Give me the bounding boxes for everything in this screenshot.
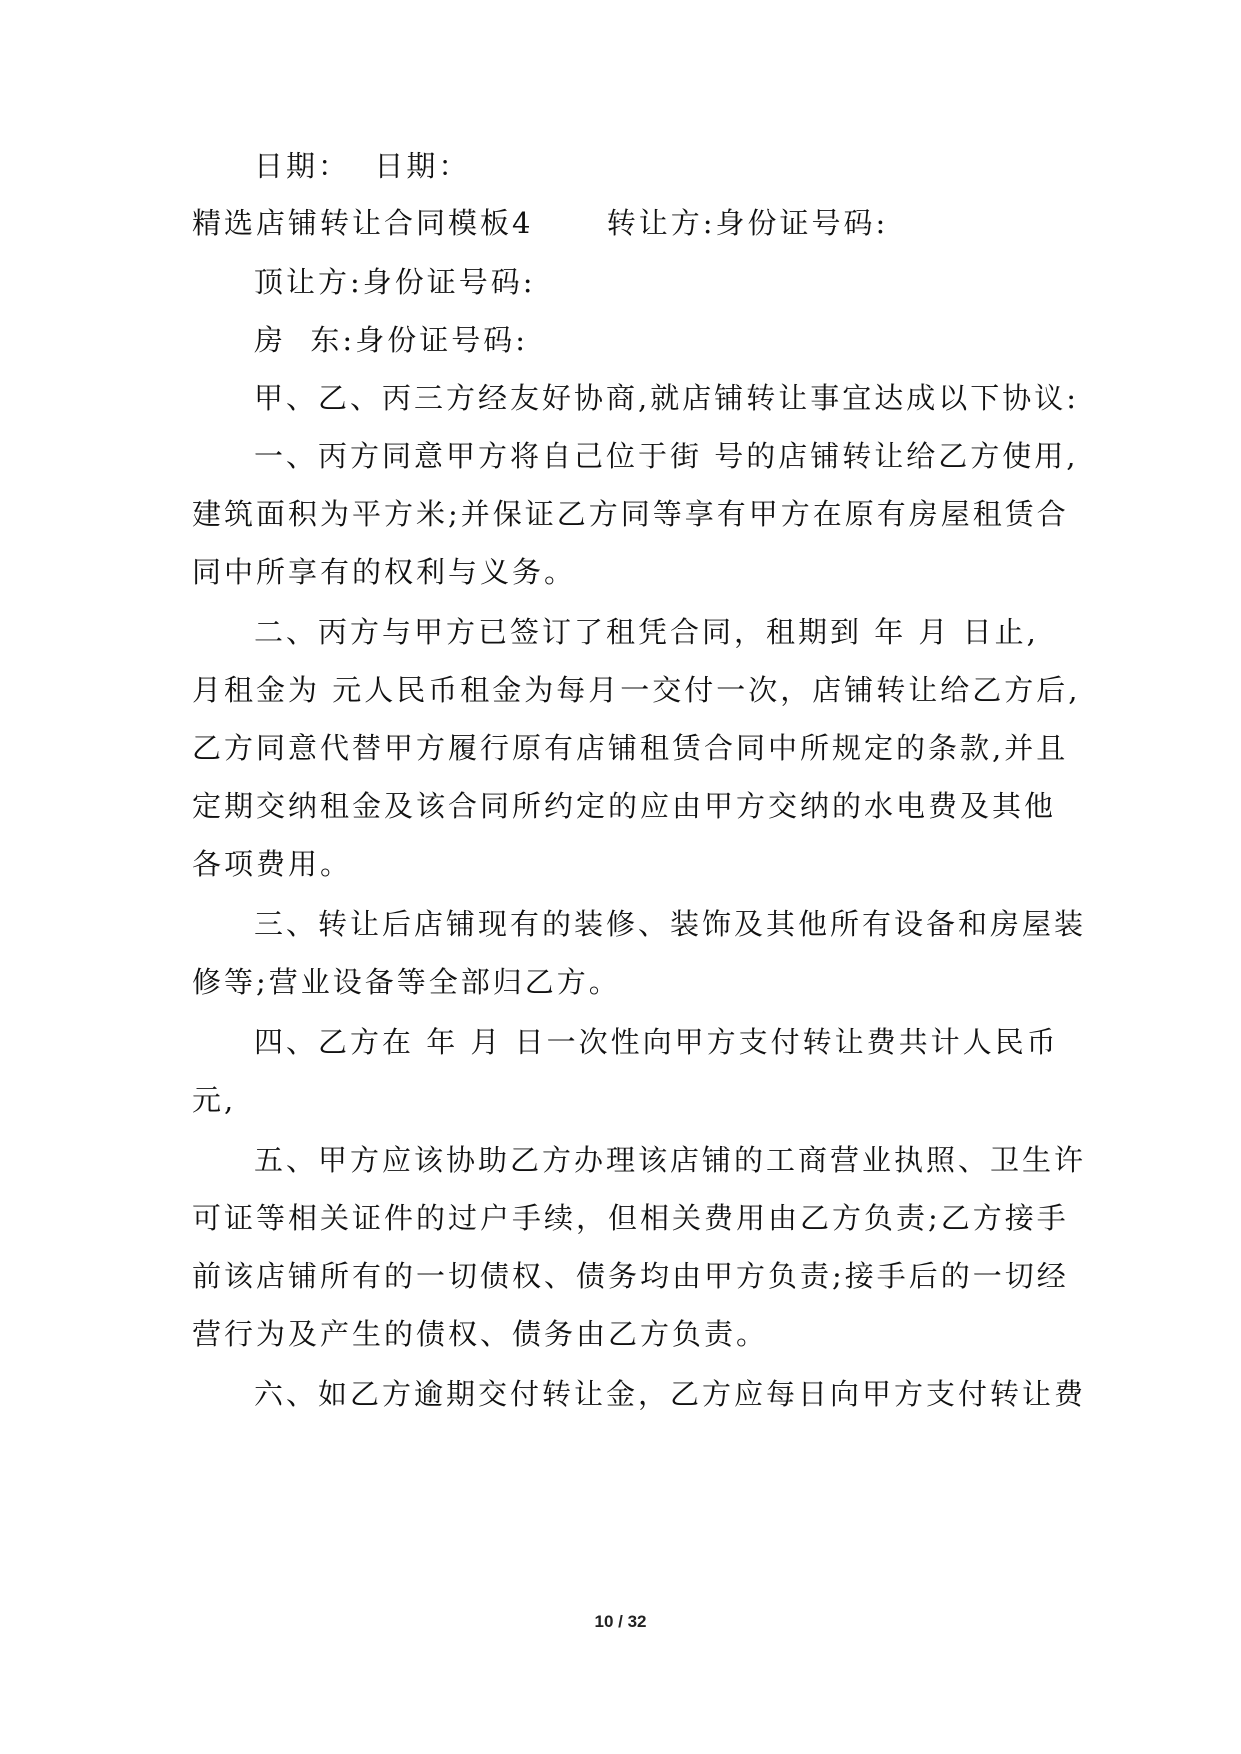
text-line-landlord: 房 东:身份证号码: xyxy=(254,323,528,357)
clause-2-line-1: 二、丙方与甲方已签订了租凭合同，租期到 年 月 日止, xyxy=(254,615,1039,649)
clause-2-line-4: 定期交纳租金及该合同所约定的应由甲方交纳的水电费及其他 xyxy=(192,789,1057,823)
clause-3-line-2: 修等;营业设备等全部归乙方。 xyxy=(192,965,621,999)
clause-1-line-1: 一、丙方同意甲方将自己位于街 号的店铺转让给乙方使用, xyxy=(254,439,1079,473)
clause-4-line-2: 元, xyxy=(192,1083,237,1117)
clause-4-line-1: 四、乙方在 年 月 日一次性向甲方支付转让费共计人民币 xyxy=(254,1025,1059,1059)
clause-2-line-2: 月租金为 元人民币租金为每月一交付一次，店铺转让给乙方后, xyxy=(192,673,1081,707)
clause-2-line-5: 各项费用。 xyxy=(192,847,353,881)
clause-2-line-3: 乙方同意代替甲方履行原有店铺租赁合同中所规定的条款,并且 xyxy=(192,731,1069,765)
clause-6-line-1: 六、如乙方逾期交付转让金，乙方应每日向甲方支付转让费 xyxy=(254,1377,1087,1411)
text-line-assignee: 顶让方:身份证号码: xyxy=(254,265,536,299)
clause-5-line-1: 五、甲方应该协助乙方办理该店铺的工商营业执照、卫生许 xyxy=(254,1143,1087,1177)
text-line-date: 日期： 日期： xyxy=(254,149,471,183)
clause-5-line-4: 营行为及产生的债权、债务由乙方负责。 xyxy=(192,1317,769,1351)
clause-5-line-3: 前该店铺所有的一切债权、债务均由甲方负责;接手后的一切经 xyxy=(192,1259,1069,1293)
clause-1-line-2: 建筑面积为平方米;并保证乙方同等享有甲方在原有房屋租赁合 xyxy=(192,497,1069,531)
clause-3-line-1: 三、转让后店铺现有的装修、装饰及其他所有设备和房屋装 xyxy=(254,907,1087,941)
clause-1-line-3: 同中所享有的权利与义务。 xyxy=(192,555,577,589)
page-number: 10 / 32 xyxy=(594,1612,647,1631)
text-line-preamble: 甲、乙、丙三方经友好协商,就店铺转让事宜达成以下协议: xyxy=(254,381,1079,415)
clause-5-line-2: 可证等相关证件的过户手续，但相关费用由乙方负责;乙方接手 xyxy=(192,1201,1069,1235)
text-line-title: 精选店铺转让合同模板4 转让方:身份证号码: xyxy=(192,206,889,240)
